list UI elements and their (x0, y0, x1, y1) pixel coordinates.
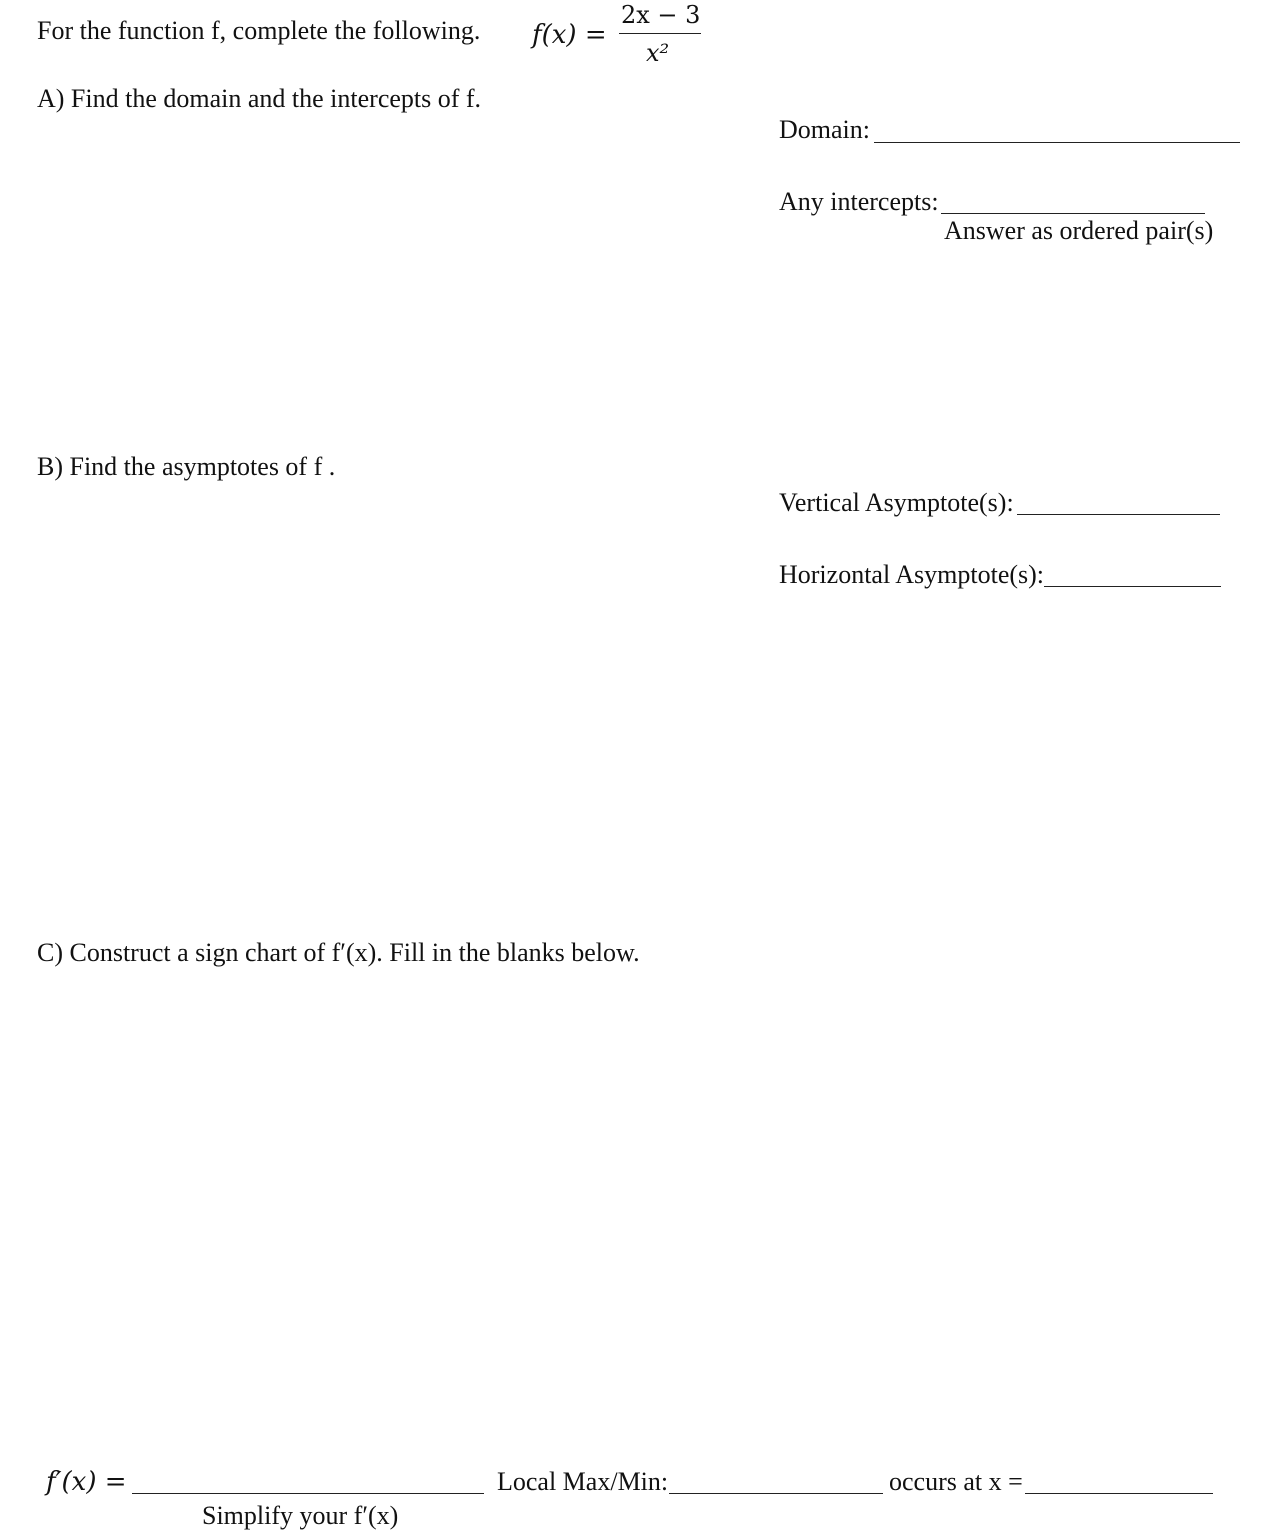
function-denominator: x² (646, 39, 670, 67)
part-c-prompt: C) Construct a sign chart of f′(x). Fill in the blanks below. (37, 938, 640, 967)
occurs-at-label: occurs at x = (889, 1467, 1023, 1496)
domain-answer-blank[interactable] (874, 142, 1240, 143)
fprime-label: f′(x) = (46, 1467, 127, 1497)
local-maxmin-blank[interactable] (669, 1493, 883, 1494)
vertical-asymptote-blank[interactable] (1017, 514, 1220, 515)
local-maxmin-label: Local Max/Min: (497, 1467, 669, 1496)
function-numerator: 2x − 3 (621, 1, 701, 29)
domain-label: Domain: (779, 115, 870, 144)
fprime-note: Simplify your f′(x) (202, 1501, 399, 1530)
part-a-prompt: A) Find the domain and the intercepts of f. (37, 84, 482, 113)
horizontal-asymptote-label: Horizontal Asymptote(s): (779, 560, 1045, 589)
intercepts-answer-blank[interactable] (941, 213, 1205, 214)
fraction-bar (619, 33, 701, 34)
fprime-answer-blank[interactable] (132, 1493, 484, 1494)
part-b-prompt: B) Find the asymptotes of f . (37, 452, 336, 481)
horizontal-asymptote-blank[interactable] (1044, 586, 1221, 587)
intro-text: For the function f, complete the following. (37, 16, 481, 45)
intercepts-note: Answer as ordered pair(s) (944, 216, 1214, 245)
vertical-asymptote-label: Vertical Asymptote(s): (779, 488, 1014, 517)
function-lhs: f(x) = (532, 20, 607, 50)
intercepts-label: Any intercepts: (779, 187, 939, 216)
occurs-at-blank[interactable] (1025, 1493, 1213, 1494)
